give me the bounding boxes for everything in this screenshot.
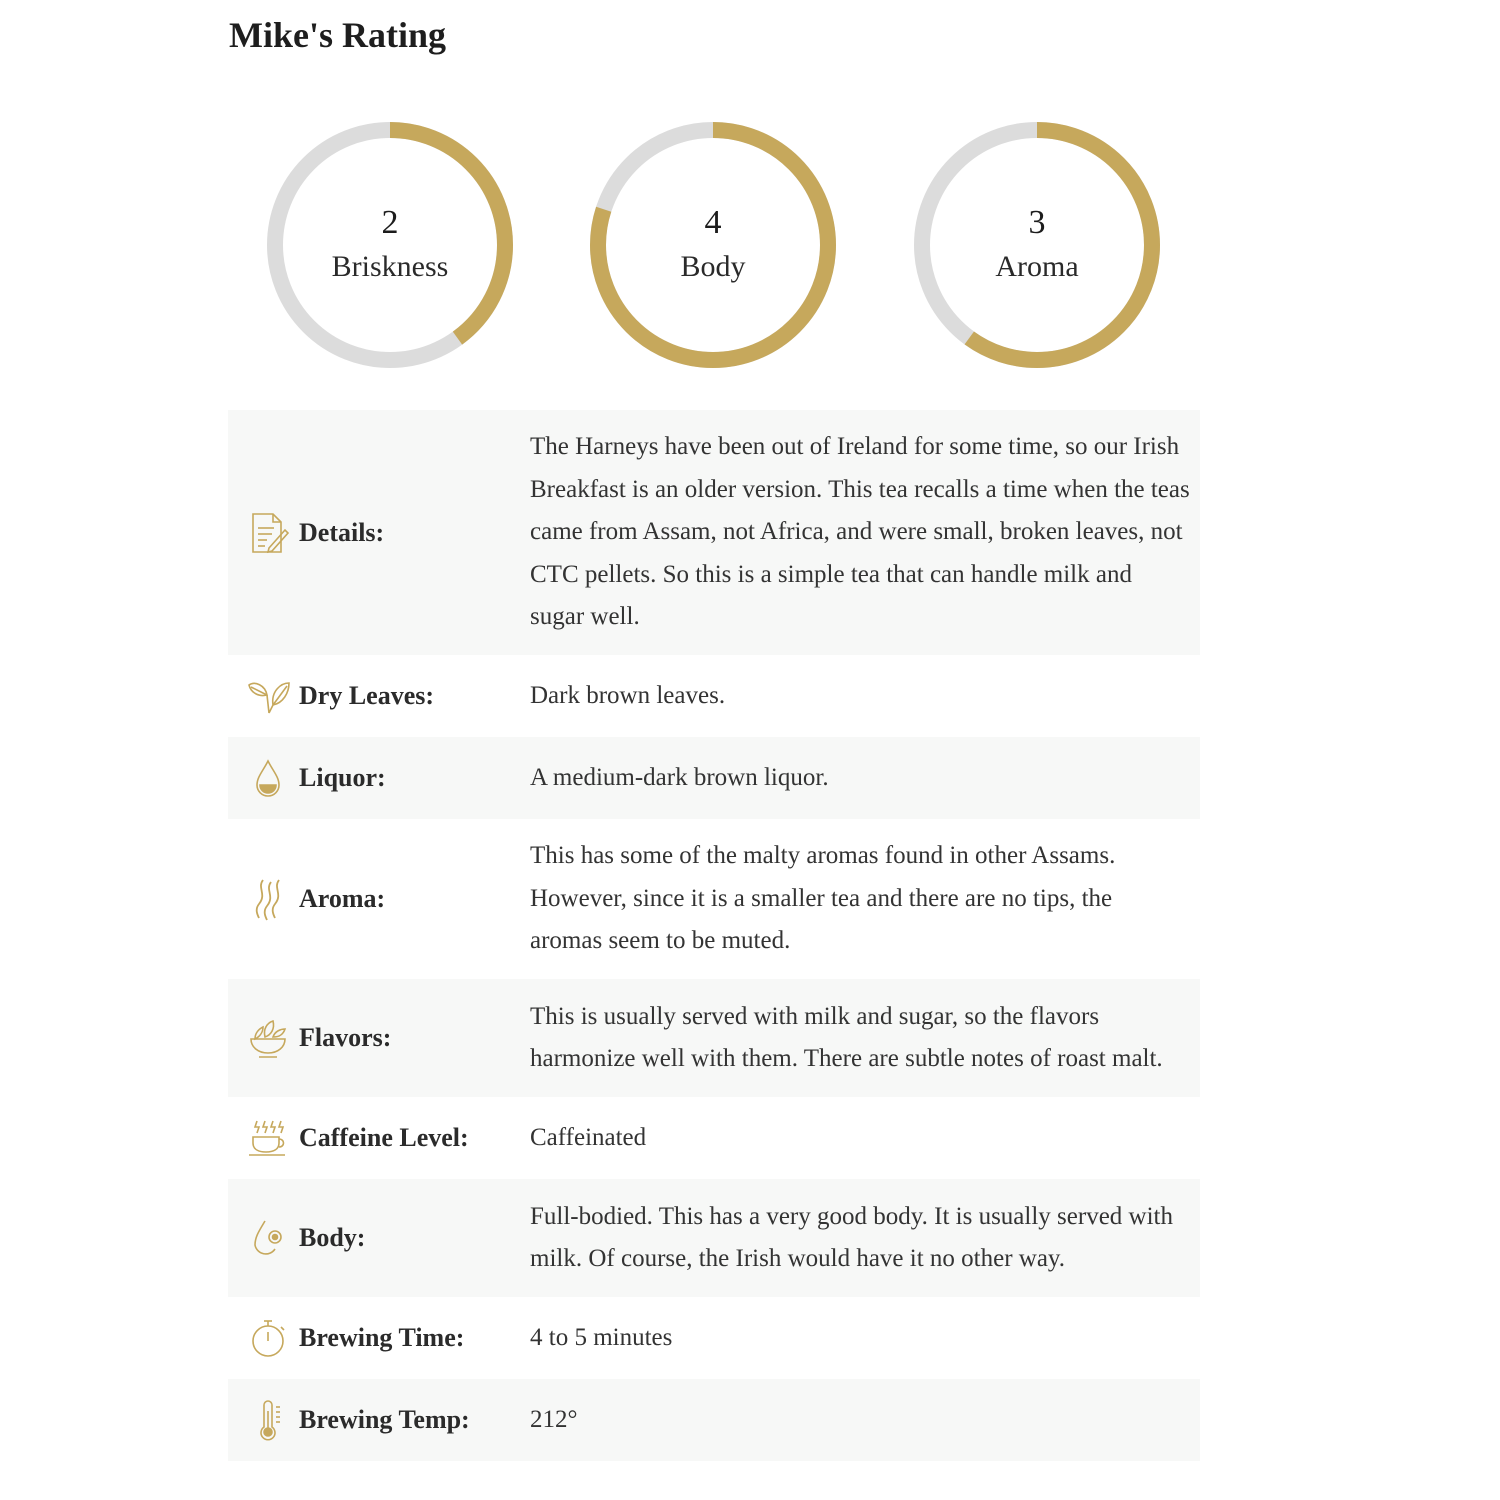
- detail-label: Brewing Time:: [299, 1323, 465, 1352]
- detail-value: The Harneys have been out of Ireland for some time, so our Irish Breakfast is an older version. This tea recalls a time when the teas came from Assam, not Africa, and were small, broken leaves, not CTC pellets. So this is a simple tea that can handle milk and sugar well.: [530, 433, 1190, 631]
- rating-value: 2: [381, 204, 399, 241]
- page-title: Mike's Rating: [229, 15, 447, 55]
- detail-value: Caffeinated: [530, 1123, 647, 1151]
- aroma-row: [228, 819, 1200, 979]
- bowl-icon: [245, 1015, 291, 1061]
- detail-value: This has some of the malty aromas found in other Assams. However, since it is a smaller tea and there are no tips, the aromas seem to be muted.: [530, 842, 1116, 955]
- caffeine-row: [228, 1097, 1200, 1179]
- rating-label: Briskness: [331, 250, 449, 283]
- flavors-row: [228, 979, 1200, 1097]
- rating-label: Aroma: [995, 250, 1079, 283]
- detail-label: Brewing Temp:: [299, 1405, 470, 1434]
- gauge-ring: [588, 120, 838, 370]
- detail-label: Liquor:: [299, 763, 386, 792]
- detail-value: 212°: [530, 1405, 578, 1433]
- detail-label: Dry Leaves:: [299, 681, 435, 710]
- gauge-ring: [265, 120, 515, 370]
- gauge-ring: [912, 120, 1162, 370]
- body-drop-icon: [245, 1215, 291, 1261]
- rating-value: 3: [1028, 204, 1046, 241]
- detail-label: Aroma:: [299, 884, 386, 913]
- detail-value: This is usually served with milk and sugar, so the flavors harmonize well with them. There are subtle notes of roast malt.: [530, 1002, 1163, 1072]
- rating-label: Body: [680, 250, 746, 283]
- steam-icon: [245, 876, 291, 922]
- drop-icon: [245, 755, 291, 801]
- brewing-time-row: [228, 1297, 1200, 1379]
- rating-gauge-body: [588, 120, 838, 370]
- brewing-temp-row: [228, 1379, 1200, 1461]
- rating-gauge-aroma: [912, 120, 1162, 370]
- thermometer-icon: [245, 1397, 291, 1443]
- stopwatch-icon: [245, 1315, 291, 1361]
- detail-value: A medium-dark brown liquor.: [530, 763, 829, 791]
- detail-label: Flavors:: [299, 1023, 392, 1052]
- tea-details-table: [228, 410, 1200, 1461]
- liquor-row: [228, 737, 1200, 819]
- rating-gauge-briskness: [265, 120, 515, 370]
- teacup-icon: [245, 1115, 291, 1161]
- detail-label: Body:: [299, 1223, 366, 1252]
- body-row: [228, 1179, 1200, 1297]
- dry-leaves-row: [228, 655, 1200, 737]
- detail-value: 4 to 5 minutes: [530, 1323, 673, 1351]
- document-icon: [245, 510, 291, 556]
- detail-label: Details:: [299, 517, 385, 547]
- rating-value: 4: [704, 204, 722, 241]
- detail-label: Caffeine Level:: [299, 1123, 469, 1152]
- detail-value: Dark brown leaves.: [530, 681, 726, 709]
- leaves-icon: [245, 673, 291, 719]
- details-row: [228, 410, 1200, 655]
- detail-value: Full-bodied. This has a very good body. It is usually served with milk. Of course, the Irish would have it no other way.: [530, 1202, 1173, 1272]
